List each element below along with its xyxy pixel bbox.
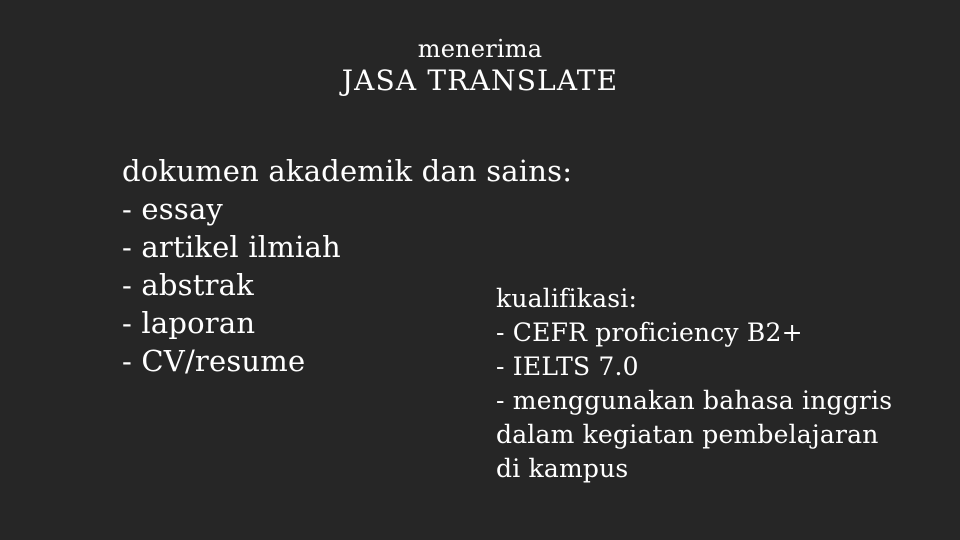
qualification-english-usage-cont: dalam kegiatan pembelajaran bbox=[496, 420, 879, 449]
service-item-laporan: - laporan bbox=[122, 306, 256, 340]
header bbox=[0, 34, 960, 98]
service-item-abstrak: - abstrak bbox=[122, 268, 254, 302]
subtitle: menerima bbox=[417, 35, 543, 63]
qualification-cefr: - CEFR proficiency B2+ bbox=[496, 318, 803, 347]
qualification-ielts: - IELTS 7.0 bbox=[496, 352, 639, 381]
service-item-cv-resume: - CV/resume bbox=[122, 344, 306, 378]
qualifications-list bbox=[496, 282, 936, 486]
page-title: JASA TRANSLATE bbox=[341, 64, 619, 97]
services-heading: dokumen akademik dan sains: bbox=[122, 154, 573, 188]
qualification-english-usage: - menggunakan bahasa inggris bbox=[496, 386, 893, 415]
qualification-english-usage-end: di kampus bbox=[496, 454, 629, 483]
service-item-artikel-ilmiah: - artikel ilmiah bbox=[122, 230, 341, 264]
service-item-essay: - essay bbox=[122, 192, 224, 226]
qualifications-heading: kualifikasi: bbox=[496, 284, 638, 313]
